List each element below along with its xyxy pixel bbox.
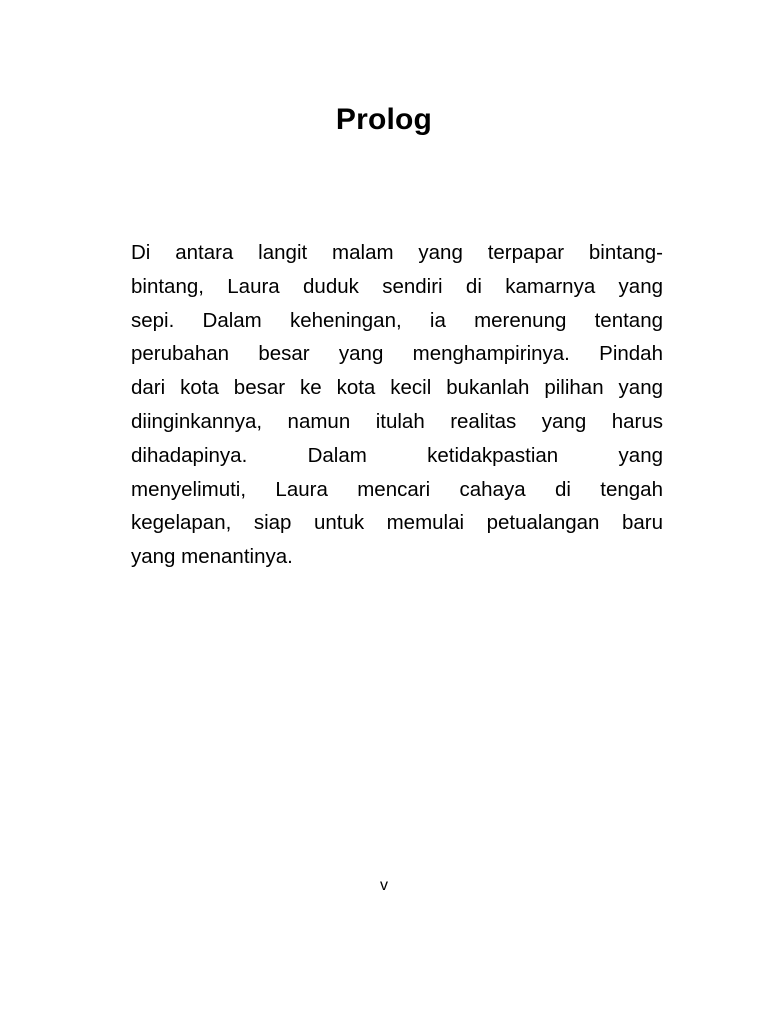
paragraph-line: kegelapan, siap untuk memulai petualangan baru — [131, 511, 663, 535]
paragraph-line: perubahan besar yang menghampirinya. Pindah — [131, 342, 663, 366]
prolog-paragraph — [131, 236, 663, 574]
paragraph-line: menyelimuti, Laura mencari cahaya di tengah — [131, 477, 663, 501]
paragraph-line: Di antara langit malam yang terpapar bintang- — [131, 241, 663, 264]
paragraph-line: dihadapinya. Dalam ketidakpastian yang — [131, 443, 663, 467]
paragraph-line: yang menantinya. — [131, 545, 293, 569]
paragraph-line: dari kota besar ke kota kecil bukanlah pilihan yang — [131, 376, 663, 400]
paragraph-line: bintang, Laura duduk sendiri di kamarnya yang — [131, 274, 663, 298]
paragraph-line: sepi. Dalam keheningan, ia merenung tentang — [131, 308, 663, 332]
paragraph-line: diinginkannya, namun itulah realitas yang harus — [131, 409, 663, 433]
page-title: Prolog — [335, 103, 433, 136]
page-number: v — [380, 877, 388, 894]
